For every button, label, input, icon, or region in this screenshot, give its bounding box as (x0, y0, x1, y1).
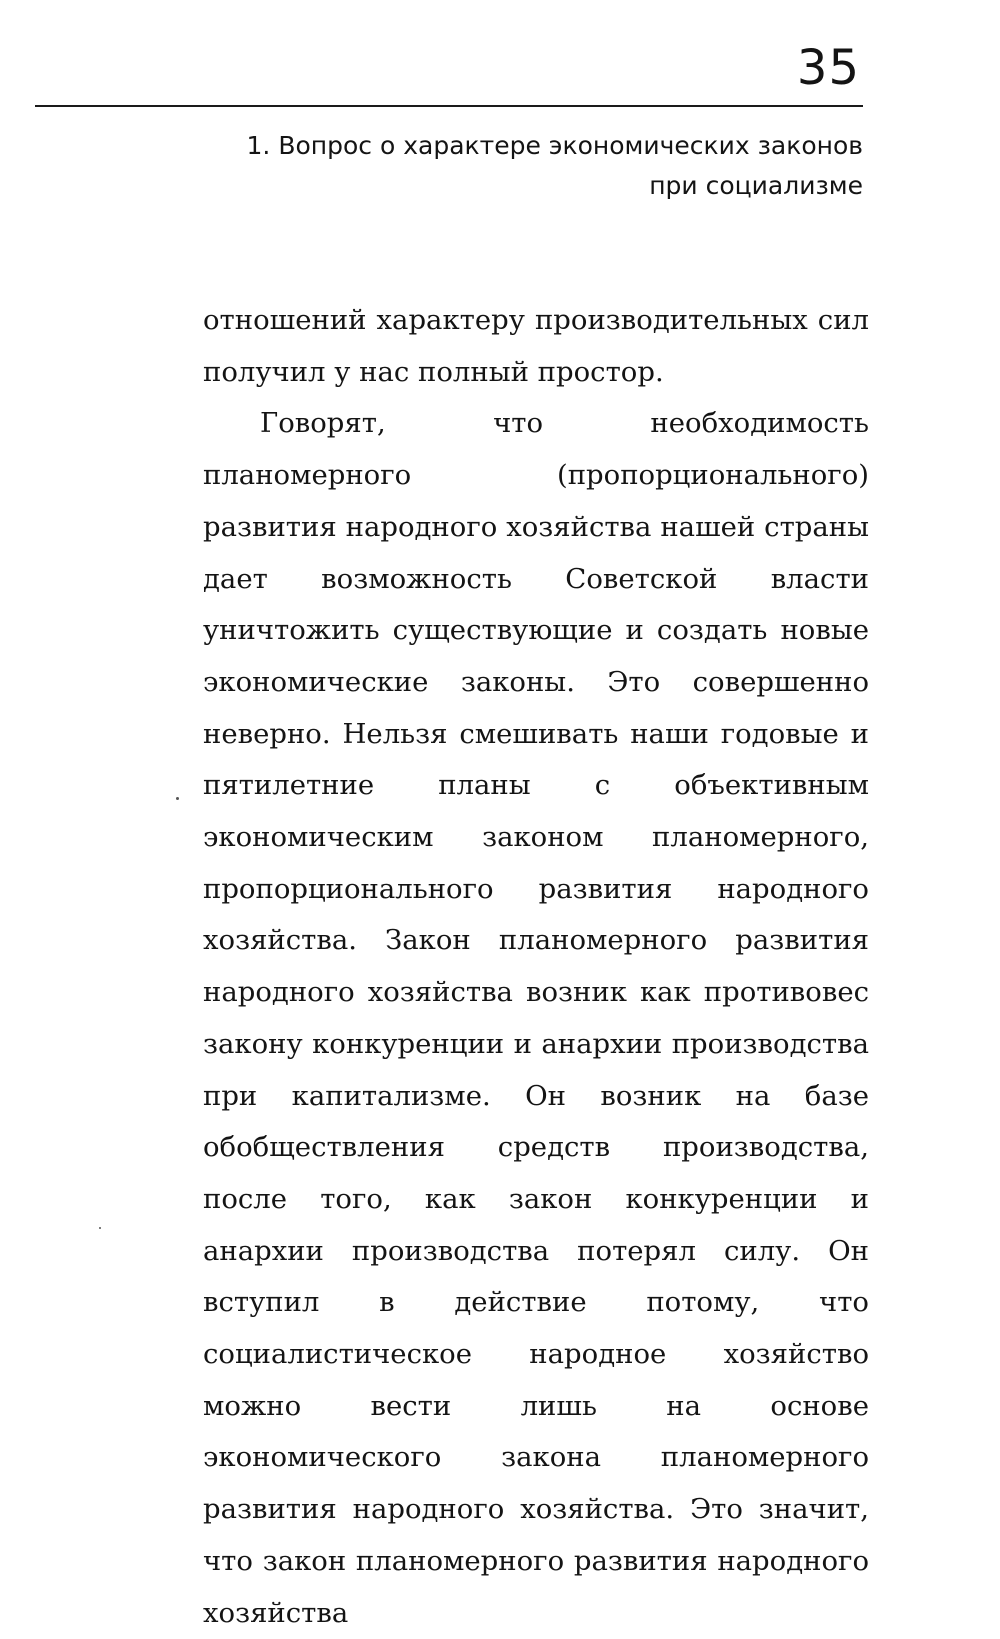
running-head (163, 126, 863, 206)
page-number: 35 (796, 40, 860, 96)
header-rule (35, 105, 863, 107)
body-text (203, 295, 869, 1639)
paragraph: Говорят, что необходимость планомерного (пропорционального) развития народного хозяйства нашей страны дает возможность Советской власти уничтожить существующие и создать новые экономические законы. Это совершенно неверно. Нельзя смешивать наши годовые и пятилетние планы с объективным экономическим законом планомерного, пропорционального развития народного хозяйства. Закон планомерного развития народного хозяйства возник как противовес закону конкуренции и анархии производства при капитализме. Он возник на базе обобществления средств производства, после того, как закон конкуренции и анархии производства потерял силу. Он вступил в действие потому, что социалистическое народное хозяйство можно вести лишь на основе экономического закона планомерного развития народного хозяйства. Это значит, что закон планомерного развития народного хозяйства (203, 407, 869, 1629)
print-speck (99, 1227, 101, 1229)
print-speck (176, 797, 179, 800)
running-head-line-2: при социализме (649, 171, 863, 200)
paragraph-continuation: отношений характеру производительных сил получил у нас полный простор. (203, 304, 869, 388)
running-head-line-1: 1. Вопрос о характере экономических законов (246, 131, 863, 160)
